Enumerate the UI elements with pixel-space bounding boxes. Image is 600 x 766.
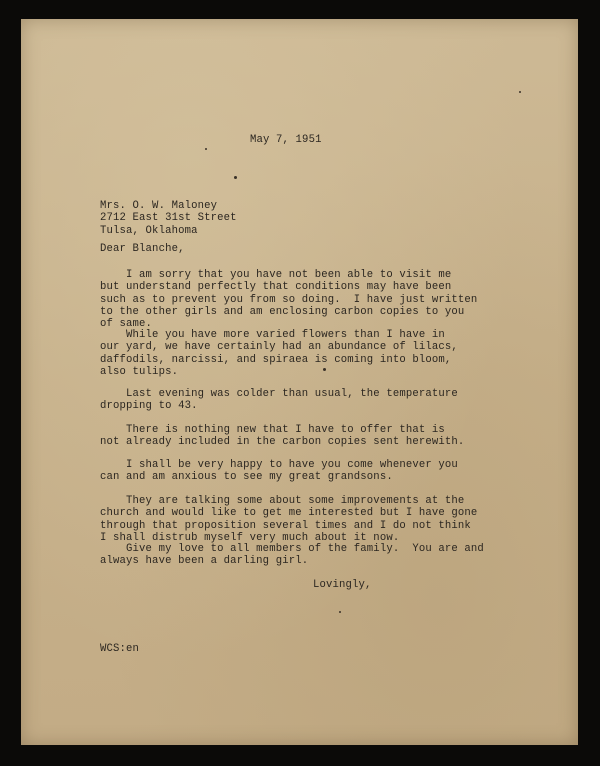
recipient-address — [100, 200, 237, 237]
text-line: I shall be very happy to have you come whenever you — [100, 459, 458, 471]
text-line: Last evening was colder than usual, the temperature — [100, 388, 458, 400]
paragraph-love — [100, 543, 484, 568]
letter-date: May 7, 1951 — [250, 134, 322, 146]
letter-page — [21, 19, 578, 745]
text-line: While you have more varied flowers than I have in — [100, 329, 445, 341]
paper-speck — [205, 148, 207, 150]
closing: Lovingly, — [313, 579, 372, 591]
paper-speck — [519, 91, 521, 93]
text-line: through that proposition several times and I do not think — [100, 519, 471, 532]
text-line: They are talking some about some improvements at the — [100, 495, 465, 507]
paragraph-church — [100, 495, 477, 544]
text-line: such as to prevent you from so doing. I have just written — [100, 293, 478, 306]
paragraph-news — [100, 424, 464, 449]
text-line: also tulips. — [100, 365, 179, 378]
typist-initials: WCS:en — [100, 643, 140, 655]
text-line: our yard, we have certainly had an abundance of lilacs, — [100, 341, 458, 354]
text-line: but understand perfectly that conditions may have been — [100, 281, 452, 294]
paragraph-weather — [100, 388, 458, 413]
text-line: I shall distrub myself very much about it now. — [100, 531, 400, 544]
text-line: dropping to 43. — [100, 400, 198, 413]
text-line: always have been a darling girl. — [100, 555, 309, 568]
address-line: Tulsa, Oklahoma — [100, 224, 198, 237]
text-line: church and would like to get me interested but I have gone — [100, 507, 478, 520]
paragraph-visit — [100, 269, 477, 330]
text-line: of same. — [100, 318, 153, 331]
paragraph-flowers — [100, 329, 458, 378]
text-line: daffodils, narcissi, and spiraea is coming into bloom, — [100, 353, 452, 366]
text-line: to the other girls and am enclosing carbon copies to you — [100, 305, 465, 318]
text-line: Give my love to all members of the family. You are and — [100, 543, 484, 555]
paragraph-visit-invite — [100, 459, 458, 484]
text-line: not already included in the carbon copies sent herewith. — [100, 436, 465, 449]
address-line: Mrs. O. W. Maloney — [100, 200, 218, 212]
paper-speck — [339, 611, 341, 613]
text-line: There is nothing new that I have to offer that is — [100, 424, 445, 436]
text-line: I am sorry that you have not been able to visit me — [100, 269, 452, 281]
address-line: 2712 East 31st Street — [100, 212, 237, 225]
paper-speck — [234, 176, 237, 179]
paper-speck — [323, 368, 326, 371]
text-line: can and am anxious to see my great grandsons. — [100, 471, 393, 484]
salutation: Dear Blanche, — [100, 243, 185, 255]
